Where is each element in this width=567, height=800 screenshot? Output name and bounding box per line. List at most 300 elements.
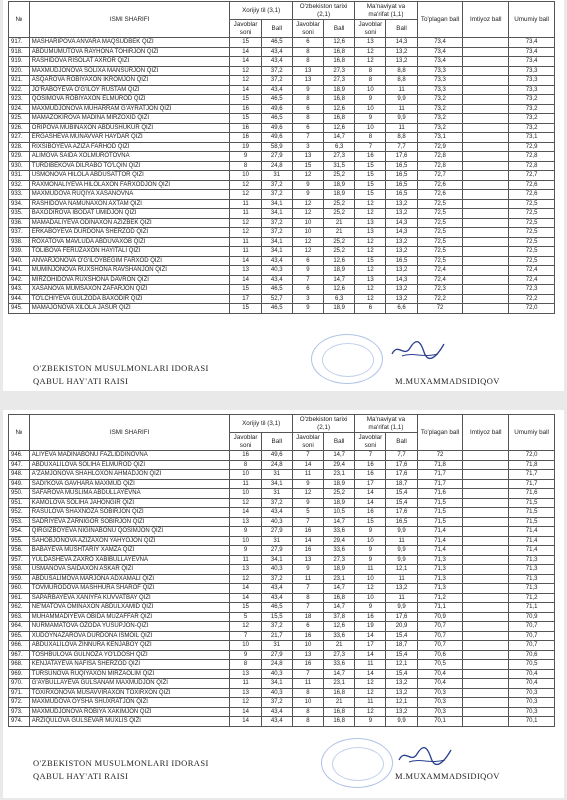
bonus-ball (463, 104, 509, 114)
student-name: TOXIRXONOVA MUSAVVIRAXON TOXIRXON QIZI (29, 688, 230, 698)
xorijiy-answers: 16 (230, 451, 261, 461)
student-name: ASQAROVA ROBIYAXON IKROMJON QIZI (29, 76, 230, 86)
table-row (9, 546, 555, 556)
row-number: 944. (9, 294, 30, 304)
table-row (9, 717, 555, 727)
overall-ball: 71,3 (509, 574, 555, 584)
manaviyat-ball: 9,9 (386, 546, 417, 556)
manaviyat-ball: 14,3 (386, 38, 417, 48)
row-number: 973. (9, 707, 30, 717)
overall-ball: 71,7 (509, 470, 555, 480)
overall-ball: 70,3 (509, 707, 555, 717)
overall-ball: 72,5 (509, 256, 555, 266)
signer-name: M.MUXAMMADSIDIQOV (395, 771, 500, 781)
table-row (9, 460, 555, 470)
table-row (9, 247, 555, 257)
bonus-ball (463, 95, 509, 105)
total-ball: 71,4 (417, 536, 463, 546)
manaviyat-answers: 13 (355, 275, 386, 285)
total-ball: 70,7 (417, 641, 463, 651)
student-name: BABAYEVA MUSHTARIY XAMZA QIZI (29, 546, 230, 556)
manaviyat-ball: 9,9 (386, 603, 417, 613)
total-ball: 72,5 (417, 256, 463, 266)
row-number: 949. (9, 479, 30, 489)
xorijiy-answers: 10 (230, 641, 261, 651)
overall-ball: 72,8 (509, 152, 555, 162)
xorijiy-answers: 12 (230, 498, 261, 508)
manaviyat-ball: 15,4 (386, 669, 417, 679)
overall-ball: 73,2 (509, 95, 555, 105)
tarix-answers: 7 (292, 669, 323, 679)
total-ball: 73,2 (417, 104, 463, 114)
table-row (9, 660, 555, 670)
xorijiy-answers: 9 (230, 527, 261, 537)
tarix-answers: 6 (292, 104, 323, 114)
bonus-ball (463, 631, 509, 641)
student-name: ALIYEVA MADINABONU FAZLIDDINOVNA (29, 451, 230, 461)
overall-ball: 72,5 (509, 237, 555, 247)
tarix-ball: 6,3 (324, 294, 355, 304)
manaviyat-answers: 12 (355, 707, 386, 717)
xorijiy-answers: 12 (230, 66, 261, 76)
table-row (9, 584, 555, 594)
table-row (9, 641, 555, 651)
student-name: RASULOVA SHAXNOZA SOBIRJON QIZI (29, 508, 230, 518)
overall-ball: 71,3 (509, 565, 555, 575)
manaviyat-ball: 11 (386, 85, 417, 95)
row-number: 957. (9, 555, 30, 565)
bonus-ball (463, 669, 509, 679)
table-row (9, 536, 555, 546)
xorijiy-answers: 13 (230, 688, 261, 698)
row-number: 936. (9, 218, 30, 228)
header-manaviyat: Ma'naviyat va ma'rifat (1,1) (355, 2, 417, 20)
xorijiy-ball: 40,3 (261, 565, 292, 575)
bonus-ball (463, 209, 509, 219)
overall-ball: 70,3 (509, 698, 555, 708)
manaviyat-ball: 17,6 (386, 508, 417, 518)
manaviyat-answers: 12 (355, 247, 386, 257)
tarix-ball: 18,9 (324, 190, 355, 200)
bonus-ball (463, 565, 509, 575)
tarix-answers: 11 (292, 470, 323, 480)
xorijiy-answers: 9 (230, 546, 261, 556)
tarix-answers: 8 (292, 57, 323, 67)
row-number: 967. (9, 650, 30, 660)
bonus-ball (463, 574, 509, 584)
row-number: 930. (9, 161, 30, 171)
xorijiy-ball: 27,9 (261, 152, 292, 162)
overall-ball: 70,4 (509, 669, 555, 679)
tarix-ball: 14,7 (324, 603, 355, 613)
row-number: 953. (9, 517, 30, 527)
bonus-ball (463, 508, 509, 518)
overall-ball: 70,7 (509, 631, 555, 641)
total-ball: 73,3 (417, 76, 463, 86)
overall-ball: 73,2 (509, 104, 555, 114)
total-ball: 71,5 (417, 508, 463, 518)
total-ball: 72,3 (417, 285, 463, 295)
table-row (9, 152, 555, 162)
tarix-answers: 10 (292, 218, 323, 228)
bonus-ball (463, 199, 509, 209)
xorijiy-answers: 17 (230, 294, 261, 304)
tarix-answers: 7 (292, 517, 323, 527)
student-name: ABDUSALIMOVA MARJONA ADXAMALI QIZI (29, 574, 230, 584)
xorijiy-ball: 58,9 (261, 142, 292, 152)
document-page-2 (3, 410, 564, 798)
overall-ball: 70,3 (509, 688, 555, 698)
overall-ball: 71,7 (509, 479, 555, 489)
xorijiy-answers: 14 (230, 707, 261, 717)
tarix-ball: 21 (324, 218, 355, 228)
overall-ball: 72,2 (509, 294, 555, 304)
overall-ball: 72,4 (509, 275, 555, 285)
total-ball: 73,2 (417, 114, 463, 124)
manaviyat-ball: 13,2 (386, 209, 417, 219)
table-row (9, 228, 555, 238)
manaviyat-answers: 7 (355, 451, 386, 461)
manaviyat-ball: 7,7 (386, 142, 417, 152)
xorijiy-answers: 12 (230, 76, 261, 86)
tarix-ball: 27,3 (324, 66, 355, 76)
table-row (9, 104, 555, 114)
student-name: MIRZOHIDOVA RUXSHONA DAVRON QIZI (29, 275, 230, 285)
manaviyat-answers: 12 (355, 209, 386, 219)
table-row (9, 180, 555, 190)
total-ball: 72,5 (417, 247, 463, 257)
bonus-ball (463, 688, 509, 698)
total-ball: 73,2 (417, 95, 463, 105)
manaviyat-answers: 12 (355, 199, 386, 209)
tarix-answers: 8 (292, 47, 323, 57)
tarix-answers: 10 (292, 698, 323, 708)
manaviyat-ball: 15,4 (386, 650, 417, 660)
header-ball: Ball (386, 20, 417, 38)
tarix-ball: 25,2 (324, 209, 355, 219)
xorijiy-ball: 31 (261, 470, 292, 480)
total-ball: 72,8 (417, 152, 463, 162)
tarix-answers: 10 (292, 641, 323, 651)
table-row (9, 123, 555, 133)
manaviyat-answers: 16 (355, 508, 386, 518)
manaviyat-ball: 13,2 (386, 199, 417, 209)
bonus-ball (463, 133, 509, 143)
table-row (9, 95, 555, 105)
row-number: 959. (9, 574, 30, 584)
table-row (9, 218, 555, 228)
manaviyat-answers: 12 (355, 47, 386, 57)
tarix-answers: 7 (292, 133, 323, 143)
manaviyat-answers: 10 (355, 123, 386, 133)
manaviyat-answers: 16 (355, 152, 386, 162)
tarix-answers: 8 (292, 717, 323, 727)
manaviyat-ball: 12,1 (386, 565, 417, 575)
manaviyat-answers: 9 (355, 555, 386, 565)
overall-ball: 73,1 (509, 133, 555, 143)
student-name: MAXMUDJONOVA ROBIYA XAKIMJON QIZI (29, 707, 230, 717)
table-row (9, 707, 555, 717)
manaviyat-ball: 8,8 (386, 76, 417, 86)
total-ball: 72,5 (417, 199, 463, 209)
total-ball: 70,7 (417, 622, 463, 632)
table-body (9, 38, 555, 314)
bonus-ball (463, 228, 509, 238)
manaviyat-answers: 12 (355, 688, 386, 698)
tarix-ball: 27,3 (324, 555, 355, 565)
header-answers: Javoblar soni (355, 20, 386, 38)
total-ball: 73,3 (417, 85, 463, 95)
row-number: 931. (9, 171, 30, 181)
overall-ball: 73,3 (509, 85, 555, 95)
table-row (9, 76, 555, 86)
xorijiy-ball: 43,4 (261, 508, 292, 518)
organization-name: O'ZBEKISTON MUSULMONLARI IDORASI (33, 363, 209, 373)
bonus-ball (463, 546, 509, 556)
overall-ball: 70,4 (509, 679, 555, 689)
row-number: 927. (9, 133, 30, 143)
xorijiy-answers: 10 (230, 171, 261, 181)
official-stamp (321, 738, 393, 788)
total-ball: 73,4 (417, 57, 463, 67)
total-ball: 70,3 (417, 688, 463, 698)
xorijiy-ball: 52,7 (261, 294, 292, 304)
xorijiy-answers: 8 (230, 460, 261, 470)
header-manaviyat: Ma'naviyat va ma'rifat (1,1) (355, 415, 417, 433)
bonus-ball (463, 161, 509, 171)
tarix-ball: 25,2 (324, 489, 355, 499)
manaviyat-ball: 9,9 (386, 527, 417, 537)
xorijiy-answers: 14 (230, 275, 261, 285)
signature-image (388, 334, 448, 364)
tarix-ball: 14,7 (324, 517, 355, 527)
tarix-answers: 6 (292, 123, 323, 133)
table-row (9, 650, 555, 660)
total-ball: 72,4 (417, 266, 463, 276)
student-name: G'AYBULLAYEVA GULSANAM MAXMUDJON QIZI (29, 679, 230, 689)
bonus-ball (463, 57, 509, 67)
row-number: 928. (9, 142, 30, 152)
manaviyat-ball: 20,9 (386, 622, 417, 632)
header-xorijiy: Xorijiy til (3,1) (230, 415, 292, 433)
tarix-answers: 6 (292, 622, 323, 632)
manaviyat-ball: 13,2 (386, 266, 417, 276)
header-ball: Ball (261, 20, 292, 38)
tarix-answers: 12 (292, 199, 323, 209)
student-name: MAXMUDJONOVA SOLIXA MANSURJON QIZI (29, 66, 230, 76)
tarix-ball: 12,6 (324, 38, 355, 48)
tarix-answers: 6 (292, 256, 323, 266)
manaviyat-answers: 9 (355, 95, 386, 105)
student-name: YULDASHEVA ZAXRO XABIBULLAYEVNA (29, 555, 230, 565)
tarix-ball: 31,5 (324, 161, 355, 171)
xorijiy-ball: 15,5 (261, 612, 292, 622)
tarix-ball: 10,5 (324, 508, 355, 518)
manaviyat-ball: 14,3 (386, 218, 417, 228)
xorijiy-ball: 46,5 (261, 95, 292, 105)
manaviyat-ball: 18,7 (386, 479, 417, 489)
signature-image (395, 740, 455, 770)
tarix-ball: 21 (324, 698, 355, 708)
bonus-ball (463, 266, 509, 276)
manaviyat-ball: 14,3 (386, 228, 417, 238)
tarix-answers: 12 (292, 237, 323, 247)
student-name: ORIPOVA MUBINAXON ABDUSHUKUR QIZI (29, 123, 230, 133)
tarix-ball: 12,6 (324, 256, 355, 266)
row-number: 937. (9, 228, 30, 238)
manaviyat-answers: 12 (355, 57, 386, 67)
tarix-ball: 27,3 (324, 76, 355, 86)
student-name: MAMAZOKIROVA MADINA MIRZOXID QIZI (29, 114, 230, 124)
manaviyat-answers: 15 (355, 517, 386, 527)
manaviyat-ball: 9,9 (386, 717, 417, 727)
tarix-answers: 18 (292, 612, 323, 622)
total-ball: 71,7 (417, 479, 463, 489)
manaviyat-answers: 14 (355, 498, 386, 508)
xorijiy-ball: 43,4 (261, 584, 292, 594)
manaviyat-ball: 16,5 (386, 180, 417, 190)
manaviyat-ball: 13,2 (386, 237, 417, 247)
bonus-ball (463, 679, 509, 689)
bonus-ball (463, 247, 509, 257)
table-row (9, 275, 555, 285)
total-ball: 71,3 (417, 555, 463, 565)
total-ball: 72,5 (417, 237, 463, 247)
student-name: SAFAROVA MUSLIMA ABDULLAYEVNA (29, 489, 230, 499)
total-ball: 72,5 (417, 228, 463, 238)
xorijiy-answers: 19 (230, 142, 261, 152)
manaviyat-ball: 11 (386, 593, 417, 603)
table-row (9, 574, 555, 584)
table-row (9, 517, 555, 527)
manaviyat-answers: 15 (355, 171, 386, 181)
xorijiy-ball: 46,5 (261, 38, 292, 48)
manaviyat-ball: 13,2 (386, 294, 417, 304)
manaviyat-ball: 11 (386, 104, 417, 114)
manaviyat-ball: 12,1 (386, 698, 417, 708)
tarix-answers: 9 (292, 498, 323, 508)
xorijiy-ball: 49,6 (261, 133, 292, 143)
student-name: A'ZAMJONOVA SHAHLOXON AHMADJON QIZI (29, 470, 230, 480)
bonus-ball (463, 294, 509, 304)
table-row (9, 57, 555, 67)
overall-ball: 70,7 (509, 622, 555, 632)
row-number: 969. (9, 669, 30, 679)
xorijiy-answers: 12 (230, 190, 261, 200)
xorijiy-ball: 49,6 (261, 104, 292, 114)
total-ball: 71,7 (417, 470, 463, 480)
table-row (9, 66, 555, 76)
overall-ball: 71,6 (509, 489, 555, 499)
manaviyat-answers: 11 (355, 698, 386, 708)
tarix-answers: 6 (292, 285, 323, 295)
xorijiy-answers: 14 (230, 593, 261, 603)
tarix-answers: 12 (292, 209, 323, 219)
student-name: TURDIBEKOVA DILRABO TO'LQIN QIZI (29, 161, 230, 171)
tarix-ball: 21 (324, 228, 355, 238)
tarix-answers: 14 (292, 460, 323, 470)
tarix-ball: 18,9 (324, 565, 355, 575)
bonus-ball (463, 123, 509, 133)
table-row (9, 209, 555, 219)
xorijiy-ball: 27,9 (261, 527, 292, 537)
xorijiy-ball: 43,4 (261, 593, 292, 603)
tarix-ball: 23,1 (324, 470, 355, 480)
manaviyat-ball: 16,5 (386, 190, 417, 200)
row-number: 938. (9, 237, 30, 247)
bonus-ball (463, 707, 509, 717)
header-name: ISMI SHARIFI (29, 2, 230, 38)
bonus-ball (463, 641, 509, 651)
bonus-ball (463, 76, 509, 86)
bonus-ball (463, 612, 509, 622)
overall-ball: 72,5 (509, 228, 555, 238)
xorijiy-ball: 24,8 (261, 660, 292, 670)
xorijiy-answers: 10 (230, 536, 261, 546)
tarix-ball: 18,9 (324, 180, 355, 190)
manaviyat-ball: 18,7 (386, 641, 417, 651)
manaviyat-ball: 17,6 (386, 152, 417, 162)
total-ball: 72,8 (417, 161, 463, 171)
xorijiy-answers: 14 (230, 256, 261, 266)
bonus-ball (463, 171, 509, 181)
student-name: SADI'KOVA GAVHARA MAXMUD QIZI (29, 479, 230, 489)
row-number: 921. (9, 76, 30, 86)
xorijiy-ball: 46,5 (261, 603, 292, 613)
student-name: ABDUXALILOVA SOLIHA ELMUROD QIZI (29, 460, 230, 470)
manaviyat-ball: 13,2 (386, 688, 417, 698)
student-name: ARZIQULOVA GULSEVAR MUXLIS QIZI (29, 717, 230, 727)
table-row (9, 508, 555, 518)
manaviyat-answers: 14 (355, 669, 386, 679)
manaviyat-answers: 12 (355, 266, 386, 276)
xorijiy-ball: 24,8 (261, 460, 292, 470)
xorijiy-answers: 9 (230, 650, 261, 660)
student-name: MUHAMMADIYEVA OBIDA MUZAFFAR QIZI (29, 612, 230, 622)
tarix-ball: 33,6 (324, 660, 355, 670)
header-umumiy: Umumiy ball (509, 2, 555, 38)
xorijiy-answers: 12 (230, 218, 261, 228)
bonus-ball (463, 38, 509, 48)
xorijiy-answers: 16 (230, 104, 261, 114)
manaviyat-answers: 9 (355, 546, 386, 556)
xorijiy-ball: 34,1 (261, 199, 292, 209)
table-row (9, 669, 555, 679)
manaviyat-ball: 17,6 (386, 612, 417, 622)
manaviyat-ball: 11 (386, 574, 417, 584)
manaviyat-ball: 8,8 (386, 133, 417, 143)
bonus-ball (463, 470, 509, 480)
manaviyat-ball: 11 (386, 536, 417, 546)
manaviyat-answers: 15 (355, 161, 386, 171)
header-answers: Javoblar soni (292, 433, 323, 451)
manaviyat-answers: 11 (355, 565, 386, 575)
bonus-ball (463, 190, 509, 200)
overall-ball: 73,4 (509, 57, 555, 67)
tarix-ball: 25,2 (324, 247, 355, 257)
student-name: BAXODIROVA IBODAT UMIDJON QIZI (29, 209, 230, 219)
total-ball: 71,4 (417, 546, 463, 556)
row-number: 924. (9, 104, 30, 114)
xorijiy-answers: 13 (230, 266, 261, 276)
student-name: ERGASHEVA MUNAVVAR HAYDAR QIZI (29, 133, 230, 143)
table-row (9, 565, 555, 575)
total-ball: 73,1 (417, 133, 463, 143)
bonus-ball (463, 218, 509, 228)
xorijiy-answers: 11 (230, 237, 261, 247)
xorijiy-ball: 37,2 (261, 698, 292, 708)
total-ball: 71,8 (417, 460, 463, 470)
